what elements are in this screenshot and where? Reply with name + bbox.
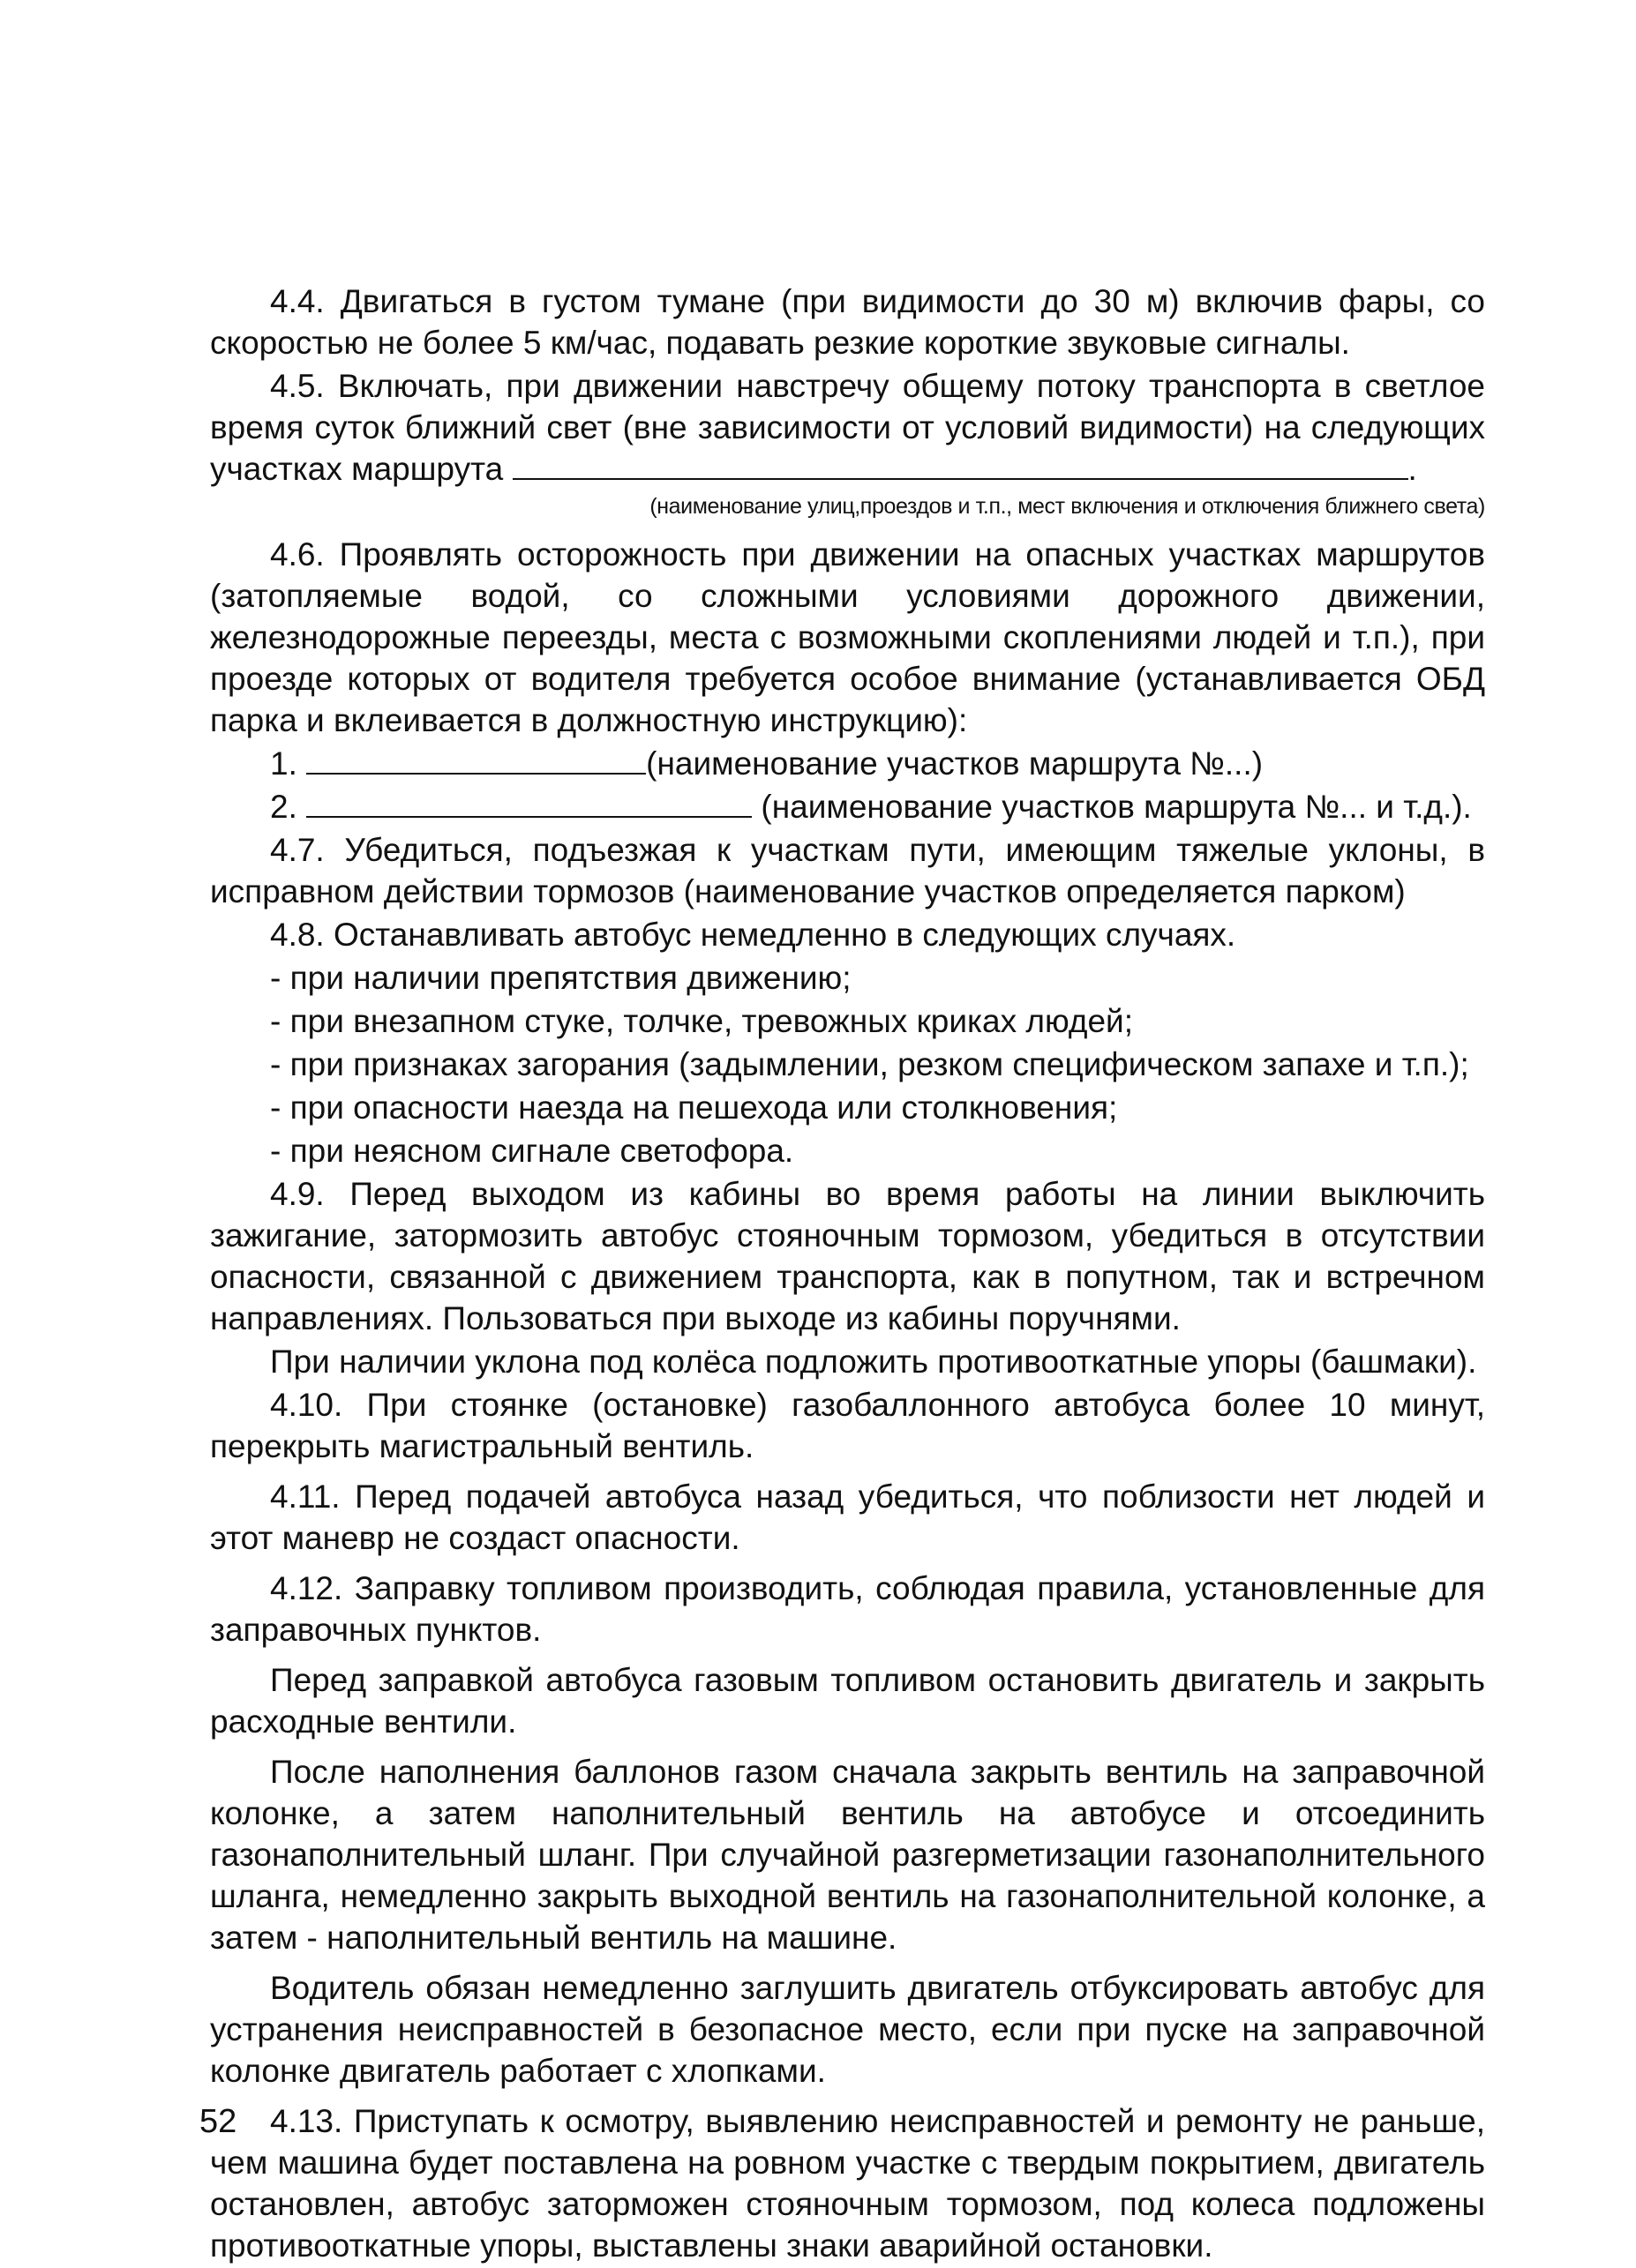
paragraph-4-12-after-refuel: После наполнения баллонов газом сначала закрыть вентиль на заправочной колонке, а затем наполнительный вентиль на автобусе и отсоединить газонаполнительный шланг. При случайной разгерметизации газонаполнительного шланга, немедленно закрыть выходной вентиль на газонаполнительной колонке, а затем - наполнительный вентиль на машине. bbox=[210, 1754, 1485, 1956]
dash-item-2: - при внезапном стуке, толчке, тревожных криках людей; bbox=[270, 1003, 1134, 1039]
dash-item-3: - при признаках загорания (задымлении, резком специфическом запахе и т.п.); bbox=[270, 1046, 1469, 1082]
paragraph-4-12-before-refuel: Перед заправкой автобуса газовым топливом остановить двигатель и закрыть расходные вентили. bbox=[210, 1662, 1485, 1740]
paragraph-4-6: 4.6. Проявлять осторожность при движении на опасных участках маршрутов (затопляемые водой, со сложными условиями дорожного движении, железнодорожные переезды, места с возможными скоплениями людей и т.п.), при проезде которых от водителя требуется особое внимание (устанавливается ОБД парка и вклеивается в должностную инструкцию): bbox=[210, 536, 1485, 738]
dash-item-4: - при опасности наезда на пешехода или столкновения; bbox=[270, 1089, 1118, 1126]
list-item-1-blank bbox=[306, 746, 646, 775]
dash-item-1: - при наличии препятствия движению; bbox=[270, 960, 852, 996]
paragraph-4-12: 4.12. Заправку топливом производить, соблюдая правила, установленные для заправочных пунктов. bbox=[210, 1570, 1485, 1648]
paragraph-4-4: 4.4. Двигаться в густом тумане (при видимости до 30 м) включив фары, со скоростью не более 5 км/час, подавать резкие короткие звуковые сигналы. bbox=[210, 283, 1485, 361]
page-number: 52 bbox=[199, 2103, 237, 2140]
paragraph-4-10: 4.10. При стоянке (остановке) газобаллонного автобуса более 10 минут, перекрыть магистральный вентиль. bbox=[210, 1387, 1485, 1464]
paragraph-4-11: 4.11. Перед подачей автобуса назад убедиться, что поблизости нет людей и этот маневр не создаст опасности. bbox=[210, 1478, 1485, 1556]
paragraph-4-9: 4.9. Перед выходом из кабины во время работы на линии выключить зажигание, затормозить автобус стояночным тормозом, убедиться в отсутствии опасности, связанной с движением транспорта, как в попутном, так и встречном направлениях. Пользоваться при выходе из кабины поручнями. bbox=[210, 1176, 1485, 1336]
paragraph-4-12-backfire: Водитель обязан немедленно заглушить двигатель отбуксировать автобус для устранения неисправностей в безопасное место, если при пуске на заправочной колонке двигатель работает с хлопками. bbox=[210, 1970, 1485, 2089]
list-item-1-number: 1. bbox=[270, 745, 297, 782]
list-item-2 bbox=[210, 786, 1485, 827]
paragraph-4-9-wheel-chocks: При наличии уклона под колёса подложить противооткатные упоры (башмаки). bbox=[270, 1344, 1477, 1380]
paragraph-4-5-text: 4.5. Включать, при движении навстречу общему потоку транспорта в светлое время суток ближний свет (вне зависимости от условий видимости) на следующих участках маршрута bbox=[210, 368, 1485, 487]
paragraph-4-8: 4.8. Останавливать автобус немедленно в следующих случаях. bbox=[270, 917, 1236, 953]
list-item-2-blank bbox=[306, 790, 752, 818]
list-item-1-text: (наименование участков маршрута №...) bbox=[646, 745, 1264, 782]
list-item-1 bbox=[210, 743, 1485, 784]
list-item-2-text: (наименование участков маршрута №... и т.д.). bbox=[761, 789, 1472, 825]
paragraph-4-5: 4.5. Включать, при движении навстречу общему потоку транспорта в светлое время суток ближний свет (вне зависимости от условий видимости) на следующих участках маршрута . bbox=[210, 368, 1485, 487]
paragraph-4-13: 4.13. Приступать к осмотру, выявлению неисправностей и ремонту не раньше, чем машина будет поставлена на ровном участке с твердым покрытием, двигатель остановлен, автобус заторможен стояночным тормозом, под колеса подложены противооткатные упоры, выставлены знаки аварийной остановки. bbox=[210, 2103, 1485, 2264]
dash-item-5: - при неясном сигнале светофора. bbox=[270, 1133, 794, 1169]
route-segments-blank bbox=[513, 452, 1408, 480]
list-item-2-number: 2. bbox=[270, 789, 297, 825]
paragraph-4-5-caption: (наименование улиц,проездов и т.п., мест включения и отключения ближнего света) bbox=[649, 494, 1485, 519]
document-body bbox=[210, 281, 1485, 2268]
paragraph-4-7: 4.7. Убедиться, подъезжая к участкам пути, имеющим тяжелые уклоны, в исправном действии тормозов (наименование участков определяется парком) bbox=[210, 832, 1485, 909]
